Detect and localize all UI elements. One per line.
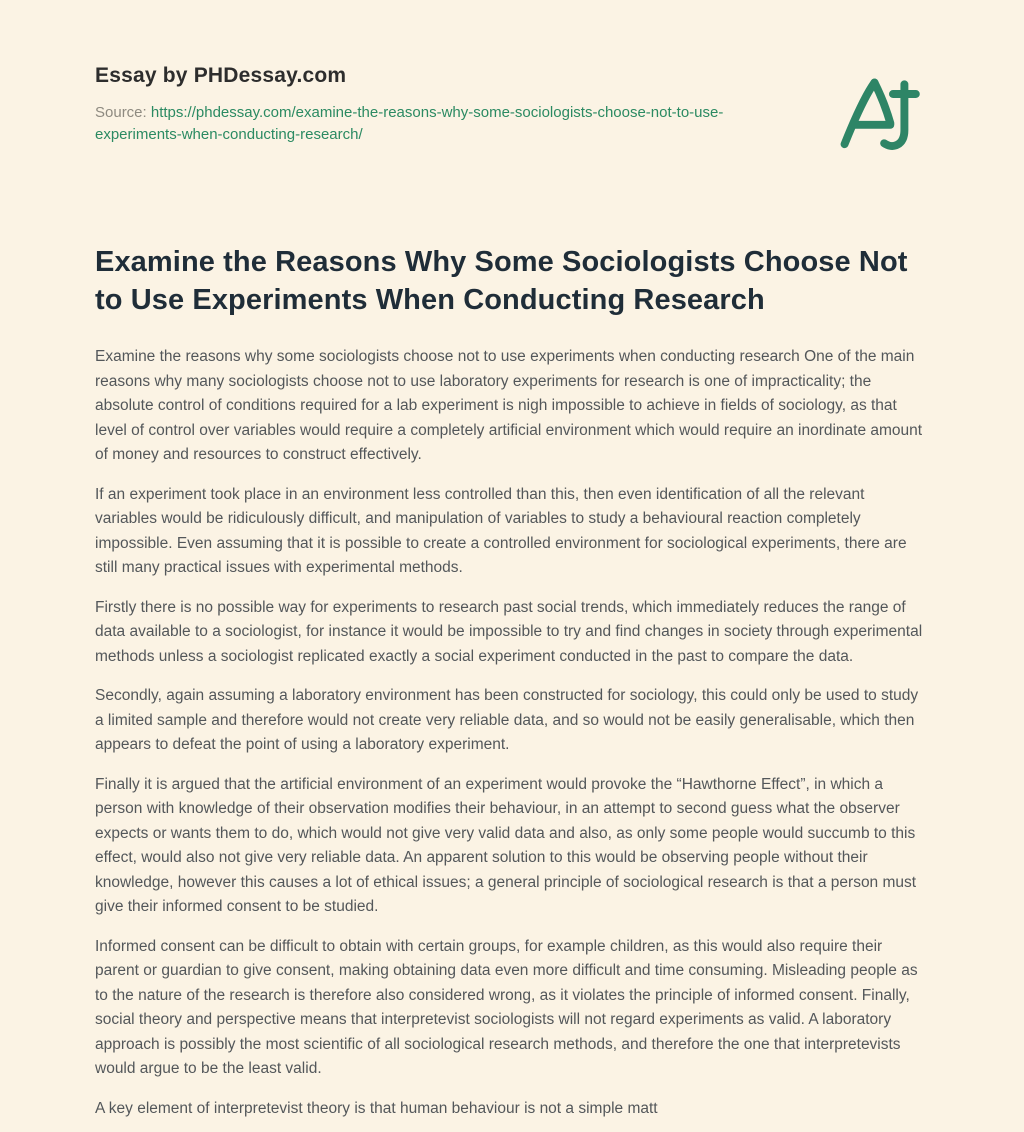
source-url-link[interactable]: https://phdessay.com/examine-the-reasons-why-some-sociologists-choose-not-to-use-experiments-when-conducting-research/ (95, 104, 724, 143)
essay-paragraph: Examine the reasons why some sociologists choose not to use experiments when conducting research One of the main reasons why many sociologists choose not to use laboratory experiments for research is one of impracticality; the absolute control of conditions required for a lab experiment is nigh impossible to achieve in fields of sociology, as that level of control over variables would require a completely artificial environment which would require an inordinate amount of money and resources to construct effectively. (95, 348, 923, 463)
essay-paragraph: Secondly, again assuming a laboratory environment has been constructed for sociology, this could only be used to study a limited sample and therefore would not create very reliable data, and so would not be easily generalisable, which then appears to defeat the point of using a laboratory experiment. (95, 687, 919, 753)
essay-paragraph: If an experiment took place in an environment less controlled than this, then even identification of all the relevant variables would be ridiculously difficult, and manipulation of variables to study a behavioural reaction completely impossible. Even assuming that it is possible to create a controlled environment for sociological experiments, there are still many practical issues with experimental methods. (95, 485, 907, 576)
essay-paragraph: A key element of interpretevist theory is that human behaviour is not a simple matt (95, 1099, 658, 1117)
site-title: Essay by PHDessay.com (95, 64, 347, 87)
essay-paragraph: Firstly there is no possible way for experiments to research past social trends, which immediately reduces the range of data available to a sociologist, for instance it would be impossible to try and find changes in society through experimental methods unless a sociologist replicated exactly a social experiment conducted in the past to compare the data. (95, 598, 923, 665)
essay-paragraph: Finally it is argued that the artificial environment of an experiment would provoke the “Hawthorne Effect”, in which a person with knowledge of their observation modifies their behaviour, in an attempt to second guess what the observer expects or wants them to do, which would not give very valid data and also, as only some people would succumb to this effect, would also not give very reliable data. An apparent solution to this would be observing people without their knowledge, however this causes a lot of ethical issues; a general principle of sociological research is that a person must give their informed consent to be studied. (95, 775, 917, 915)
essay-body (95, 345, 924, 1121)
header-text-block (95, 64, 755, 146)
phdessay-logo-icon (834, 72, 922, 165)
essay-paragraph: Informed consent can be difficult to obtain with certain groups, for example children, as this would also require their parent or guardian to give consent, making obtaining data even more difficult and time consuming. Misleading people as to the nature of the research is therefore also considered wrong, as it violates the principle of informed consent. Finally, social theory and perspective means that interpretevist sociologists will not regard experiments as valid. A laboratory approach is possibly the most scientific of all sociological research methods, and therefore the one that interpretevists would argue to be the least valid. (95, 937, 918, 1077)
source-label: Source: (95, 104, 147, 121)
essay-title: Examine the Reasons Why Some Sociologists Choose Not to Use Experiments When Conducting Research (95, 246, 908, 316)
source-line (95, 102, 755, 146)
page-header (95, 64, 924, 165)
